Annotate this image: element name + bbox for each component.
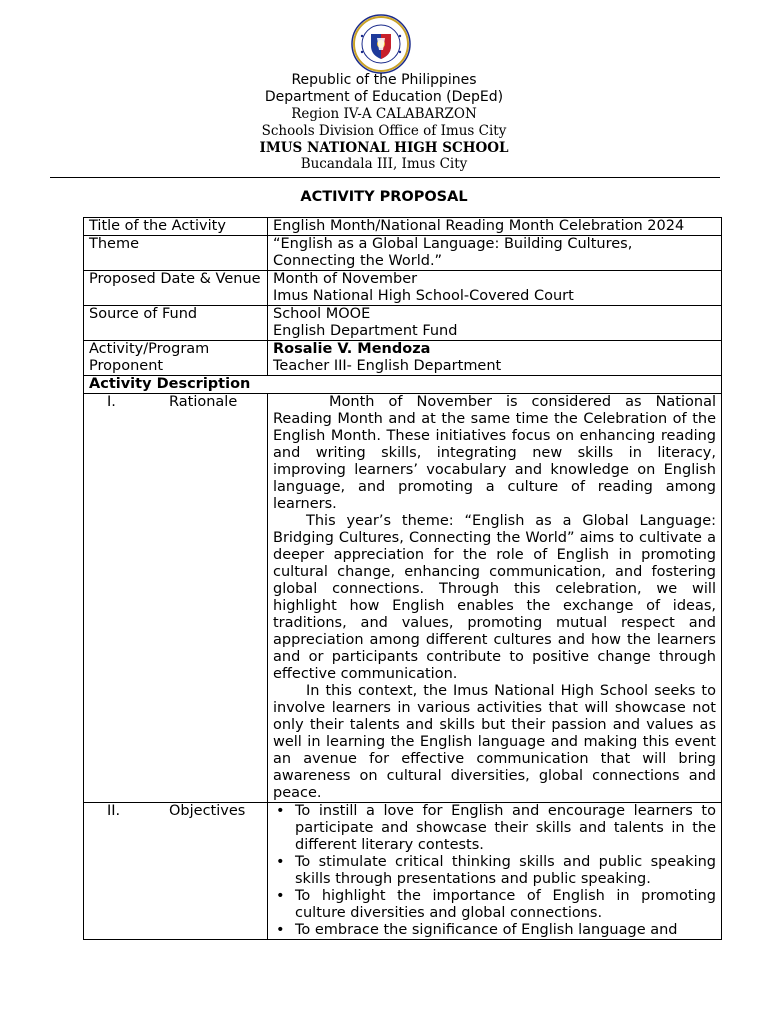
- table-row: [84, 306, 722, 341]
- header-school: IMUS NATIONAL HIGH SCHOOL: [259, 140, 509, 156]
- table-row: [84, 394, 722, 803]
- bullet-icon: •: [276, 922, 285, 938]
- objectives-number: II.: [107, 803, 121, 819]
- objectives-label-cell: [84, 803, 268, 940]
- header-division: Schools Division Office of Imus City: [261, 123, 507, 139]
- objective-text: To embrace the significance of English language and: [295, 922, 678, 938]
- bullet-icon: •: [276, 854, 285, 870]
- bullet-icon: •: [276, 888, 285, 904]
- proponent-name: Rosalie V. Mendoza: [273, 341, 431, 357]
- table-row: [84, 803, 722, 940]
- rationale-paragraph-2: This year’s theme: “English as a Global Language: Bridging Cultures, Connecting the World” aims to cultivate a deeper appreciation for the role of English in promoting cultural change, enhancing communication, and fostering global connections. Through this celebration, we will highlight how English enables the exchange of ideas, traditions, and values, promoting mutual respect and appreciation among different cultures and how the learners and or participants contribute to positive change through effective communication.: [273, 513, 716, 682]
- proposal-table: [83, 217, 722, 940]
- rationale-paragraph-1: Month of November is considered as National Reading Month and at the same time the Celebration of the English Month. These initiatives focus on enhancing reading and writing skills, integrating new skills in literacy, improving learners’ vocabulary and knowledge on English language, and promoting a culture of reading among learners.: [273, 394, 716, 512]
- objectives-body: [268, 803, 722, 940]
- date-value: Month of November: [273, 271, 418, 287]
- fund-value: [268, 306, 722, 341]
- title-label: Title of the Activity: [84, 218, 268, 236]
- rationale-label: Rationale: [169, 394, 238, 410]
- date-venue-label: Proposed Date & Venue: [84, 271, 268, 306]
- fund-source-2: English Department Fund: [273, 323, 458, 339]
- objective-text: To stimulate critical thinking skills and public speaking skills through presentations and public speaking.: [295, 854, 716, 887]
- objective-text: To instill a love for English and encourage learners to participate and showcase their skills and talents in the different literary contests.: [295, 803, 716, 853]
- table-row: [84, 271, 722, 306]
- rationale-body: [268, 394, 722, 803]
- header-republic: Republic of the Philippines: [291, 72, 477, 88]
- table-row: [84, 376, 722, 394]
- proponent-value: [268, 341, 722, 376]
- rationale-label-cell: [84, 394, 268, 803]
- rationale-paragraph-3: In this context, the Imus National High School seeks to involve learners in various activities that will showcase not only their talents and skills but their passion and values as well in learning the English language and making this event an avenue for effective communication that will bring awareness on cultural diversities, global connections and peace.: [273, 683, 716, 801]
- header-region: Region IV-A CALABARZON: [291, 106, 477, 122]
- objectives-list: [273, 803, 716, 939]
- venue-value: Imus National High School-Covered Court: [273, 288, 574, 304]
- bullet-icon: •: [276, 803, 285, 819]
- theme-value: “English as a Global Language: Building Cultures, Connecting the World.”: [268, 236, 722, 271]
- activity-description-heading: Activity Description: [84, 376, 722, 394]
- rationale-number: I.: [107, 394, 116, 410]
- fund-source-1: School MOOE: [273, 306, 371, 322]
- date-venue-value: [268, 271, 722, 306]
- theme-label: Theme: [84, 236, 268, 271]
- header-department: Department of Education (DepEd): [264, 89, 504, 105]
- objectives-label: Objectives: [169, 803, 246, 819]
- header-address: Bucandala III, Imus City: [300, 156, 468, 172]
- proponent-position: Teacher III- English Department: [273, 358, 502, 374]
- list-item: [276, 803, 716, 854]
- table-row: [84, 236, 722, 271]
- list-item: [276, 888, 716, 922]
- list-item: [276, 922, 716, 939]
- fund-label: Source of Fund: [84, 306, 268, 341]
- proponent-label: Activity/Program Proponent: [84, 341, 268, 376]
- header-divider: [50, 177, 720, 178]
- table-row: [84, 341, 722, 376]
- title-value: English Month/National Reading Month Celebration 2024: [268, 218, 722, 236]
- document-title: ACTIVITY PROPOSAL: [300, 189, 468, 205]
- table-row: [84, 218, 722, 236]
- objective-text: To highlight the importance of English in promoting culture diversities and global connections.: [295, 888, 716, 921]
- list-item: [276, 854, 716, 888]
- deped-seal-logo: [351, 14, 411, 74]
